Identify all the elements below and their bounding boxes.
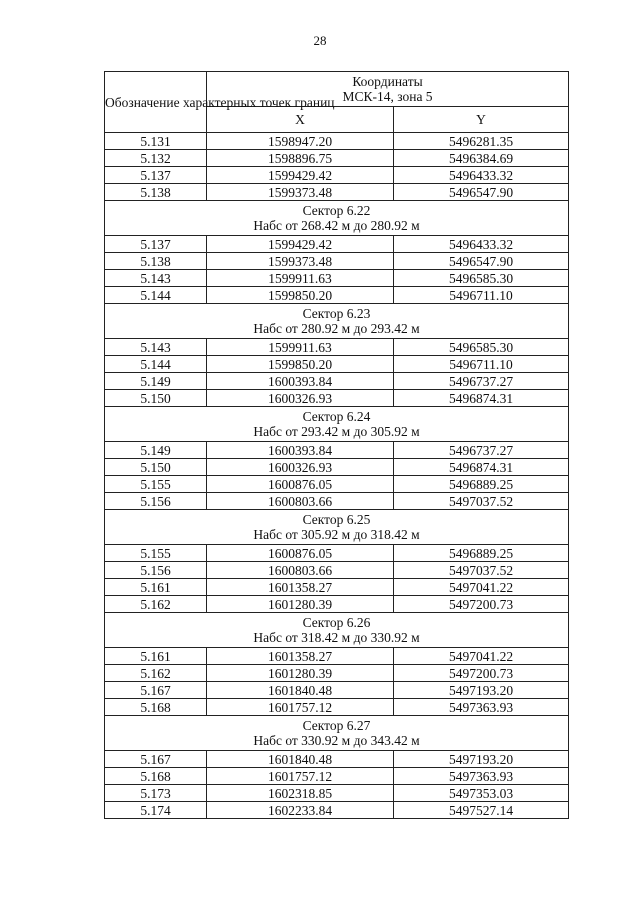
point-id-cell: 5.168 — [105, 699, 207, 716]
point-id-cell: 5.174 — [105, 802, 207, 819]
y-coordinate-cell: 5496889.25 — [394, 476, 569, 493]
coordinates-table — [104, 71, 569, 819]
y-column-header: Y — [394, 106, 569, 132]
y-coordinate-cell: 5497041.22 — [394, 579, 569, 596]
table-row — [105, 665, 569, 682]
coordinates-title: Координаты — [352, 73, 423, 89]
sector-title: Сектор 6.26 — [302, 615, 371, 630]
x-coordinate-cell: 1600803.66 — [207, 493, 394, 510]
point-id-cell: 5.137 — [105, 167, 207, 184]
x-coordinate-cell: 1600326.93 — [207, 390, 394, 407]
point-id-cell: 5.155 — [105, 545, 207, 562]
x-coordinate-cell: 1601358.27 — [207, 648, 394, 665]
point-id-cell: 5.167 — [105, 751, 207, 768]
table-row — [105, 287, 569, 304]
coordinate-system: МСК-14, зона 5 — [342, 88, 433, 104]
y-coordinate-cell: 5496384.69 — [394, 150, 569, 167]
x-coordinate-cell: 1599850.20 — [207, 356, 394, 373]
table-row — [105, 785, 569, 802]
table-row — [105, 459, 569, 476]
table-row — [105, 648, 569, 665]
point-id-cell: 5.156 — [105, 562, 207, 579]
sector-row — [105, 510, 569, 545]
x-coordinate-cell: 1601358.27 — [207, 579, 394, 596]
x-coordinate-cell: 1599373.48 — [207, 253, 394, 270]
table-row — [105, 699, 569, 716]
x-coordinate-cell: 1602233.84 — [207, 802, 394, 819]
y-coordinate-cell: 5496433.32 — [394, 236, 569, 253]
sector-row — [105, 613, 569, 648]
y-coordinate-cell: 5496585.30 — [394, 339, 569, 356]
sector-range: Набс от 280.92 м до 293.42 м — [253, 321, 420, 336]
table-row — [105, 356, 569, 373]
y-coordinate-cell: 5497527.14 — [394, 802, 569, 819]
y-coordinate-cell: 5496585.30 — [394, 270, 569, 287]
sector-header — [105, 407, 569, 442]
x-coordinate-cell: 1598947.20 — [207, 133, 394, 150]
x-coordinate-cell: 1601757.12 — [207, 699, 394, 716]
table-body — [105, 133, 569, 819]
table-row — [105, 373, 569, 390]
sector-title: Сектор 6.27 — [302, 718, 371, 733]
x-coordinate-cell: 1599850.20 — [207, 287, 394, 304]
sector-title: Сектор 6.24 — [302, 409, 371, 424]
y-coordinate-cell: 5496889.25 — [394, 545, 569, 562]
x-coordinate-cell: 1598896.75 — [207, 150, 394, 167]
table-row — [105, 476, 569, 493]
y-coordinate-cell: 5496737.27 — [394, 373, 569, 390]
x-coordinate-cell: 1599911.63 — [207, 339, 394, 356]
x-coordinate-cell: 1599429.42 — [207, 167, 394, 184]
point-id-cell: 5.161 — [105, 648, 207, 665]
x-coordinate-cell: 1599911.63 — [207, 270, 394, 287]
page-number: 28 — [313, 33, 327, 48]
point-id-cell: 5.138 — [105, 253, 207, 270]
sector-title: Сектор 6.22 — [302, 203, 371, 218]
table-row — [105, 562, 569, 579]
point-id-cell: 5.162 — [105, 596, 207, 613]
point-id-cell: 5.150 — [105, 390, 207, 407]
point-id-cell: 5.144 — [105, 287, 207, 304]
table-row — [105, 390, 569, 407]
table-row — [105, 150, 569, 167]
table-row — [105, 802, 569, 819]
y-coordinate-cell: 5497193.20 — [394, 751, 569, 768]
point-id-cell: 5.150 — [105, 459, 207, 476]
x-coordinate-cell: 1601280.39 — [207, 596, 394, 613]
table-row — [105, 167, 569, 184]
y-coordinate-cell: 5496547.90 — [394, 184, 569, 201]
x-coordinate-cell: 1600393.84 — [207, 442, 394, 459]
point-id-cell: 5.143 — [105, 270, 207, 287]
y-coordinate-cell: 5496281.35 — [394, 133, 569, 150]
point-id-cell: 5.138 — [105, 184, 207, 201]
point-id-cell: 5.168 — [105, 768, 207, 785]
y-coordinate-cell: 5496547.90 — [394, 253, 569, 270]
table-row — [105, 596, 569, 613]
point-id-cell: 5.149 — [105, 373, 207, 390]
point-id-cell: 5.173 — [105, 785, 207, 802]
table-row — [105, 545, 569, 562]
point-id-cell: 5.156 — [105, 493, 207, 510]
point-id-cell: 5.161 — [105, 579, 207, 596]
sector-header — [105, 510, 569, 545]
table-row — [105, 253, 569, 270]
table-row — [105, 751, 569, 768]
point-id-cell: 5.131 — [105, 133, 207, 150]
x-coordinate-cell: 1601840.48 — [207, 751, 394, 768]
y-coordinate-cell: 5496737.27 — [394, 442, 569, 459]
table-row — [105, 133, 569, 150]
sector-range: Набс от 268.42 м до 280.92 м — [253, 218, 420, 233]
sector-header — [105, 304, 569, 339]
point-id-cell: 5.149 — [105, 442, 207, 459]
x-coordinate-cell: 1601757.12 — [207, 768, 394, 785]
x-coordinate-cell: 1601280.39 — [207, 665, 394, 682]
sector-range: Набс от 305.92 м до 318.42 м — [253, 527, 420, 542]
point-id-cell: 5.167 — [105, 682, 207, 699]
x-column-header: X — [207, 106, 394, 132]
table-row — [105, 236, 569, 253]
sector-header — [105, 201, 569, 236]
sector-header — [105, 716, 569, 751]
y-coordinate-cell: 5496433.32 — [394, 167, 569, 184]
point-id-cell: 5.143 — [105, 339, 207, 356]
y-coordinate-cell: 5497200.73 — [394, 665, 569, 682]
sector-title: Сектор 6.25 — [302, 512, 371, 527]
y-coordinate-cell: 5496874.31 — [394, 390, 569, 407]
point-label-header: Обозначение характерных точек границ — [105, 72, 207, 133]
table-row — [105, 579, 569, 596]
y-coordinate-cell: 5496874.31 — [394, 459, 569, 476]
y-coordinate-cell: 5497037.52 — [394, 562, 569, 579]
sector-row — [105, 716, 569, 751]
point-id-cell: 5.144 — [105, 356, 207, 373]
x-coordinate-cell: 1601840.48 — [207, 682, 394, 699]
x-coordinate-cell: 1600876.05 — [207, 545, 394, 562]
y-coordinate-cell: 5497363.93 — [394, 699, 569, 716]
y-coordinate-cell: 5496711.10 — [394, 287, 569, 304]
x-coordinate-cell: 1600803.66 — [207, 562, 394, 579]
sector-row — [105, 304, 569, 339]
table-row — [105, 339, 569, 356]
x-coordinate-cell: 1600326.93 — [207, 459, 394, 476]
sector-title: Сектор 6.23 — [302, 306, 371, 321]
sector-row — [105, 407, 569, 442]
y-coordinate-cell: 5496711.10 — [394, 356, 569, 373]
x-coordinate-cell: 1600393.84 — [207, 373, 394, 390]
y-coordinate-cell: 5497363.93 — [394, 768, 569, 785]
table-row — [105, 442, 569, 459]
sector-range: Набс от 293.42 м до 305.92 м — [253, 424, 420, 439]
table-row — [105, 184, 569, 201]
y-coordinate-cell: 5497193.20 — [394, 682, 569, 699]
y-coordinate-cell: 5497353.03 — [394, 785, 569, 802]
x-coordinate-cell: 1599429.42 — [207, 236, 394, 253]
x-coordinate-cell: 1599373.48 — [207, 184, 394, 201]
sector-header — [105, 613, 569, 648]
x-coordinate-cell: 1600876.05 — [207, 476, 394, 493]
table-row — [105, 493, 569, 510]
point-id-cell: 5.155 — [105, 476, 207, 493]
y-coordinate-cell: 5497200.73 — [394, 596, 569, 613]
sector-range: Набс от 330.92 м до 343.42 м — [253, 733, 420, 748]
table-row — [105, 270, 569, 287]
y-coordinate-cell: 5497041.22 — [394, 648, 569, 665]
point-id-cell: 5.162 — [105, 665, 207, 682]
sector-range: Набс от 318.42 м до 330.92 м — [253, 630, 420, 645]
sector-row — [105, 201, 569, 236]
table-row — [105, 682, 569, 699]
x-coordinate-cell: 1602318.85 — [207, 785, 394, 802]
table-row — [105, 768, 569, 785]
point-id-cell: 5.137 — [105, 236, 207, 253]
y-coordinate-cell: 5497037.52 — [394, 493, 569, 510]
point-id-cell: 5.132 — [105, 150, 207, 167]
